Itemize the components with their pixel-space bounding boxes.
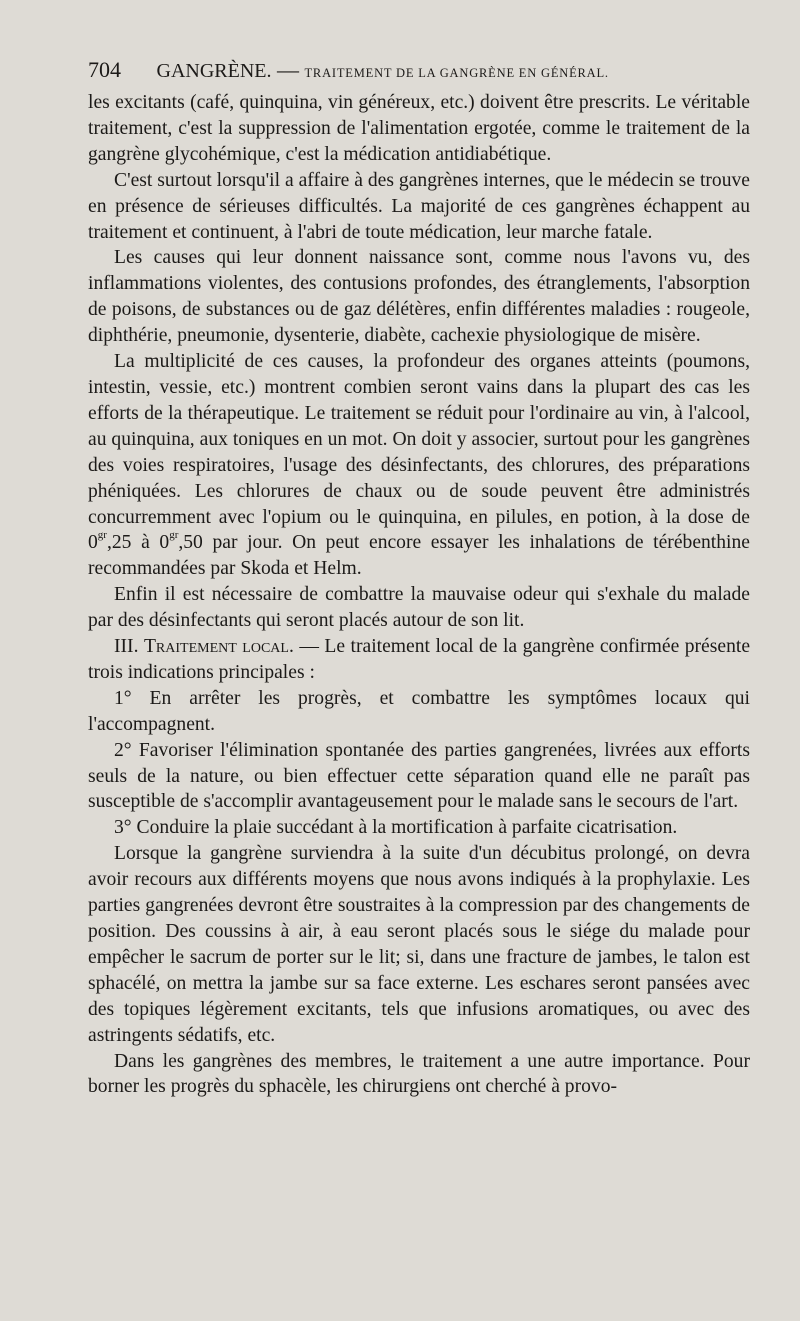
section-intro: Le traitement local de la gangrène confirmée présente trois indications principales : [88,636,751,683]
section-heading: TRAITEMENT DE LA GANGRÈNE EN GÉNÉRAL. [304,66,609,80]
section-numeral: III. [114,636,139,658]
paragraph-continuation: les excitants (café, quinquina, vin généreux, etc.) doivent être prescrits. Le véritable traitement, c'est la suppression de l'alimentation ergotée, comme le traitement de la gangrène glycohémique, c'est la médication antidiabétique. [88,92,750,165]
paragraph-section-three [88,634,750,686]
paragraph-multiplicity [88,349,750,582]
paragraph-multiplicity-text: La multiplicité de ces causes, la profondeur des organes atteints (poumons, intestin, vessie, etc.) montrent combien seront vains dans la plupart des cas les efforts de la thérapeutique. Le traitement se réduit pour l'ordinaire au vin, à l'alcool, au quinquina, aux toniques en un mot. On doit y associer, surtout pour les gangrènes des voies respiratoires, l'usage des désinfectants, des chlorures, des préparations phéniquées. Les chlorures de chaux ou de soude peuvent être administrés concurremment avec l'opium ou le quinquina, en pilules, en potion, à la dose de 0 [88,351,750,554]
paragraph-odor: Enfin il est nécessaire de combattre la mauvaise odeur qui s'exhale du malade par des désinfectants qui seront placés autour de son lit. [88,584,750,632]
paragraph-limbs: Dans les gangrènes des membres, le traitement a une autre importance. Pour borner les progrès du sphacèle, les chirurgiens ont cherché à provo- [88,1050,750,1098]
indication-1: 1° En arrêter les progrès, et combattre les symptômes locaux qui l'accompagnent. [88,687,750,735]
dose-conjunction: à 0 [131,532,170,554]
section-title: Traitement local. [143,636,294,658]
paragraph-internal-gangrene: C'est surtout lorsqu'il a affaire à des gangrènes internes, que le médecin se trouve en présence de sérieuses difficultés. La majorité de ces gangrènes échappent au traitement et continuent, à l'abri de toute médication, leur marche fatale. [88,169,750,243]
dose-value-2: ,50 [178,532,203,554]
running-header [88,56,748,87]
dose-unit-1: gr [97,529,107,542]
page-body [88,90,750,1100]
dose-value-1: ,25 [106,532,132,554]
section-dash: — [293,636,325,658]
page-number: 704 [88,57,121,82]
dose-rest: par jour. On peut encore essayer les inhalations de térébenthine recommandées par Skoda et Helm. [88,532,750,580]
running-title: GANGRÈNE. [156,60,272,82]
dose-unit-2: gr [169,529,179,542]
header-dash: — [277,57,299,82]
paragraph-causes: Les causes qui leur donnent naissance sont, comme nous l'avons vu, des inflammations violentes, des contusions profondes, des étranglements, l'absorption de poisons, de substances ou de gaz délétères, enfin différentes maladies : rougeole, diphthérie, pneumonie, dysenterie, diabète, cachexie physiologique de misère. [88,247,750,347]
paragraph-decubitus: Lorsque la gangrène surviendra à la suite d'un décubitus prolongé, on devra avoir recours aux différents moyens que nous avons indiqués à la prophylaxie. Les parties gangrenées devront être soustraites à la compression par des changements de position. Des coussins à air, à eau seront placés sous le siége du malade pour empêcher le sacrum de porter sur le lit; si, dans une fracture de jambes, le talon est sphacélé, on mettra la jambe sur sa face externe. Les eschares seront pansées avec des topiques légèrement excitants, tels que infusions aromatiques, ou avec des astringents sédatifs, etc. [88,843,750,1046]
indication-3: 3° Conduire la plaie succédant à la mortification à parfaite cicatrisation. [114,817,678,839]
indication-2: 2° Favoriser l'élimination spontanée des parties gangrenées, livrées aux efforts seuls de la nature, ou bien effectuer cette séparation quand elle ne paraît pas susceptible de s'accomplir avantageusement pour le malade sans le secours de l'art. [88,739,750,813]
